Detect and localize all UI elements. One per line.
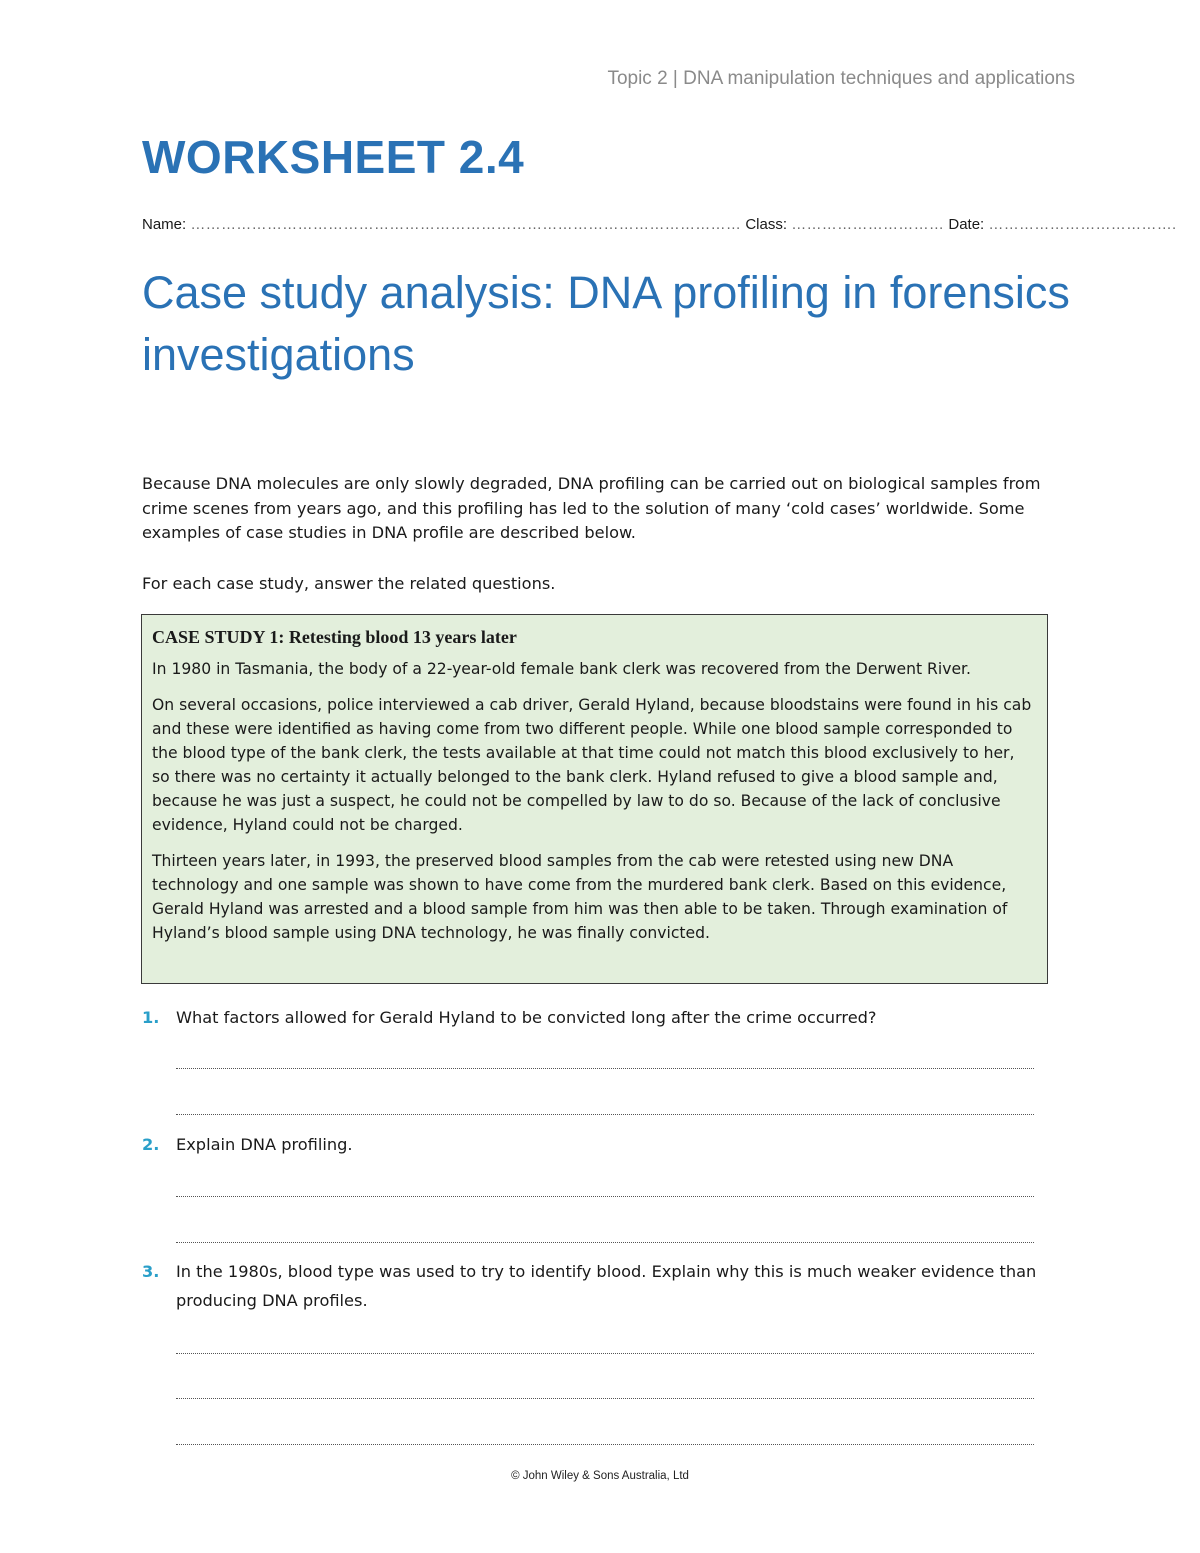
- name-class-date-row: [142, 216, 1177, 233]
- answer-line[interactable]: [176, 1196, 1034, 1197]
- question-3: [142, 1257, 1054, 1315]
- answer-line[interactable]: [176, 1068, 1034, 1069]
- header-topic: Topic 2 | DNA manipulation techniques and applications: [607, 68, 1075, 89]
- question-text: What factors allowed for Gerald Hyland to be convicted long after the crime occurred?: [176, 1008, 877, 1027]
- case-study-title: Case study analysis: DNA profiling in forensics investigations: [142, 267, 1070, 380]
- name-label: Name:: [142, 216, 187, 233]
- class-field[interactable]: …………………………: [791, 216, 945, 233]
- worksheet-title: WORKSHEET 2.4: [142, 131, 525, 183]
- answer-line[interactable]: [176, 1444, 1034, 1445]
- question-number: 2.: [142, 1135, 160, 1154]
- answer-line[interactable]: [176, 1353, 1034, 1354]
- answer-line[interactable]: [176, 1114, 1034, 1115]
- question-number: 3.: [142, 1262, 160, 1281]
- case-study-heading: CASE STUDY 1: Retesting blood 13 years later: [152, 627, 517, 647]
- footer-copyright: © John Wiley & Sons Australia, Ltd: [511, 1470, 689, 1482]
- name-field[interactable]: ………………………………………………………………………………………………: [190, 216, 742, 233]
- class-label: Class:: [745, 216, 788, 233]
- question-1: [142, 1003, 1054, 1032]
- question-number: 1.: [142, 1008, 160, 1027]
- case-study-paragraph: On several occasions, police interviewed a cab driver, Gerald Hyland, because bloodstains were found in his cab and these were identified as having come from two different people. While one blood sample corresponded to the blood type of the bank clerk, the tests available at that time could not match this blood exclusively to her, so there was no certainty it actually belonged to the bank clerk. Hyland refused to give a blood sample and, because he was just a suspect, he could not be compelled by law to do so. Because of the lack of conclusive evidence, Hyland could not be charged.: [152, 696, 1032, 834]
- answer-line[interactable]: [176, 1398, 1034, 1399]
- question-2: [142, 1130, 1054, 1159]
- question-text: In the 1980s, blood type was used to try to identify blood. Explain why this is much weaker evidence than producing DNA profiles.: [176, 1262, 1037, 1310]
- case-study-paragraph: In 1980 in Tasmania, the body of a 22-year-old female bank clerk was recovered from the Derwent River.: [152, 660, 971, 678]
- answer-line[interactable]: [176, 1242, 1034, 1243]
- case-study-paragraph: Thirteen years later, in 1993, the preserved blood samples from the cab were retested using new DNA technology and one sample was shown to have come from the murdered bank clerk. Based on this evidence, Gerald Hyland was arrested and a blood sample from him was then able to be taken. Through examination of Hyland’s blood sample using DNA technology, he was finally convicted.: [152, 852, 1008, 942]
- question-text: Explain DNA profiling.: [176, 1135, 353, 1154]
- instruction-text: For each case study, answer the related questions.: [142, 574, 556, 593]
- date-field[interactable]: ……………………………….: [988, 216, 1177, 233]
- intro-paragraph: Because DNA molecules are only slowly degraded, DNA profiling can be carried out on biological samples from crime scenes from years ago, and this profiling has led to the solution of many ‘cold cases’ worldwide. Some examples of case studies in DNA profile are described below.: [142, 474, 1041, 542]
- case-study-box: [141, 614, 1048, 984]
- date-label: Date:: [948, 216, 985, 233]
